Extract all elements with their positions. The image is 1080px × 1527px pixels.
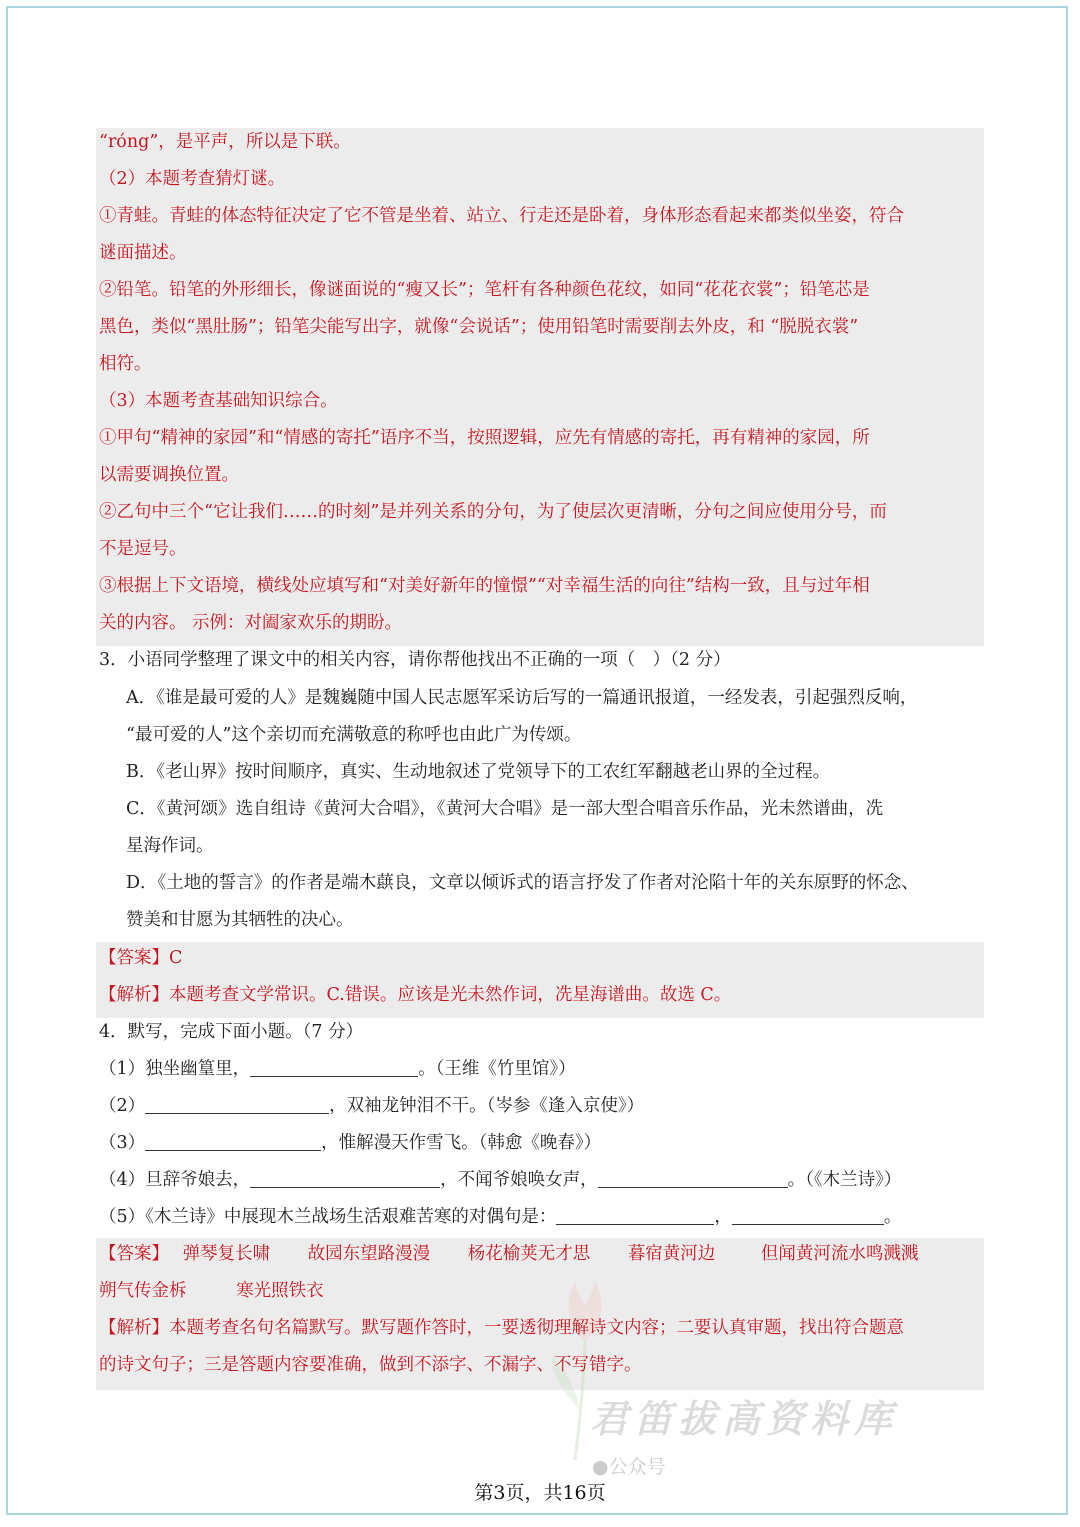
question-4-item-3 [99,1125,601,1162]
watermark-subtitle [592,1452,666,1479]
question-4-item-2 [99,1088,644,1125]
item-text: ，双袖龙钟泪不干。（岑参《逢入京使》） [329,1096,645,1116]
fill-blank[interactable] [732,1202,884,1225]
question-4-analysis [99,1310,904,1347]
answer-item: 暮宿黄河边 [627,1244,716,1264]
question-3-answer [99,940,182,977]
question-3-option-d-cont: 赞美和甘愿为其牺牲的决心。 [126,910,354,930]
question-4-item-5 [99,1199,901,1236]
explanation-line: 相符。 [99,354,152,374]
watermark-title: 君笛拔高资料库 [590,1396,899,1441]
explanation-line: ②乙句中三个“它让我们……的时刻”是并列关系的分句，为了使层次更清晰，分句之间应使用分号，而 [99,502,887,522]
item-text: （3） [99,1133,146,1153]
explanation-line: （2）本题考查猜灯谜。 [99,169,286,189]
item-text: （4）旦辞爷娘去， [99,1170,251,1190]
item-text: 。（王维《竹里馆》） [418,1059,576,1079]
explanation-line: 不是逗号。 [99,539,187,559]
question-3-option-a-cont: “最可爱的人”这个亲切而充满敬意的称呼也由此广为传颂。 [126,725,582,745]
wechat-icon: ● [592,1456,609,1478]
answer-tag: 【答案】 [99,1244,169,1264]
explanation-line: 谜面描述。 [99,243,187,263]
analysis-text: 本题考查名句名篇默写。默写题作答时，一要透彻理解诗文内容；二要认真审题，找出符合题意 [169,1318,904,1338]
question-4-item-1 [99,1051,576,1088]
explanation-line: 以需要调换位置。 [99,465,239,485]
analysis-tag: 【解析】 [99,985,169,1005]
question-3-option-b: B．《老山界》按时间顺序，真实、生动地叙述了党领导下的工农红军翻越老山界的全过程。 [126,762,831,782]
fill-blank[interactable] [145,1091,329,1114]
explanation-line: 黑色，类似“黑肚肠”；铅笔尖能写出字，就像“会说话”；使用铅笔时需要削去外皮，和 “脱脱衣裳” [99,317,859,337]
question-4-stem: 4．默写，完成下面小题。（7 分） [99,1022,364,1042]
question-3-option-c: C．《黄河颂》选自组诗《黄河大合唱》，《黄河大合唱》是一部大型合唱音乐作品，光未然谱曲，冼 [126,799,884,819]
question-3-option-d: D．《土地的誓言》的作者是端木蕻良，文章以倾诉式的语言抒发了作者对沦陷十年的关东原野的怀念、 [126,873,919,893]
page-number: 第3页，共16页 [474,1482,606,1504]
answer-item: 杨花榆荚无才思 [467,1244,591,1264]
item-text: ， [714,1207,732,1227]
question-3-analysis [99,977,731,1014]
watermark-sub-label: 公众号 [608,1456,666,1478]
answer-value: C [169,948,183,968]
fill-blank[interactable] [250,1054,418,1077]
item-text: （1）独坐幽篁里， [99,1059,251,1079]
answer-item: 但闻黄河流水鸣溅溅 [760,1244,919,1264]
item-text: ，惟解漫天作雪飞。（韩愈《晚春》） [321,1133,602,1153]
answer-item: 故园东望路漫漫 [307,1244,431,1264]
item-text: 。 [883,1207,902,1227]
analysis-tag: 【解析】 [99,1318,169,1338]
item-text: ，不闻爷娘唤女声， [440,1170,598,1190]
answer-tag: 【答案】 [99,948,169,968]
explanation-line: ③根据上下文语境，横线处应填写和“对美好新年的憧憬”“对幸福生活的向往”结构一致，且与过年相 [99,576,870,596]
fill-blank[interactable] [556,1202,714,1225]
explanation-line: ②铅笔。铅笔的外形细长，像谜面说的“瘦又长”；笔杆有各种颜色花纹，如同“花花衣裳”；铅笔芯是 [99,280,870,300]
question-3-option-c-cont: 星海作词。 [126,836,214,856]
item-text: 。（《木兰诗》） [787,1170,902,1190]
fill-blank[interactable] [598,1165,788,1188]
question-3-stem: 3．小语同学整理了课文中的相关内容，请你帮他找出不正确的一项（ ）（2 分） [99,650,731,670]
answer-item: 朔气传金柝 [99,1281,187,1301]
answer-item: 弹琴复长啸 [182,1244,271,1264]
item-text: （5）《木兰诗》中展现木兰战场生活艰难苦寒的对偶句是： [99,1207,557,1227]
explanation-line: ①甲句“精神的家园”和“情感的寄托”语序不当，按照逻辑，应先有情感的寄托，再有精神的家园，所 [99,428,870,448]
explanation-line: “róng”，是平声，所以是下联。 [99,132,351,152]
item-text: （2） [99,1096,146,1116]
question-4-analysis-cont: 的诗文句子；三是答题内容要准确，做到不添字、不漏字、不写错字。 [99,1355,642,1375]
explanation-line: （3）本题考查基础知识综合。 [99,391,338,411]
explanation-line: ①青蛙。青蛙的体态特征决定了它不管是坐着、站立、行走还是卧着，身体形态看起来都类似坐姿，符合 [99,206,904,226]
answer-item: 寒光照铁衣 [236,1281,324,1301]
question-4-answer [99,1236,918,1273]
question-3-option-a: A．《谁是最可爱的人》是魏巍随中国人民志愿军采访后写的一篇通讯报道，一经发表，引起强烈反响， [126,688,918,708]
explanation-line: 关的内容。 示例：对阖家欢乐的期盼。 [99,613,403,633]
analysis-text: 本题考查文学常识。C.错误。应该是光未然作词，冼星海谱曲。故选 C。 [169,985,732,1005]
fill-blank[interactable] [145,1128,321,1151]
question-4-answer-cont [99,1273,324,1310]
question-4-item-4 [99,1162,901,1199]
fill-blank[interactable] [250,1165,440,1188]
